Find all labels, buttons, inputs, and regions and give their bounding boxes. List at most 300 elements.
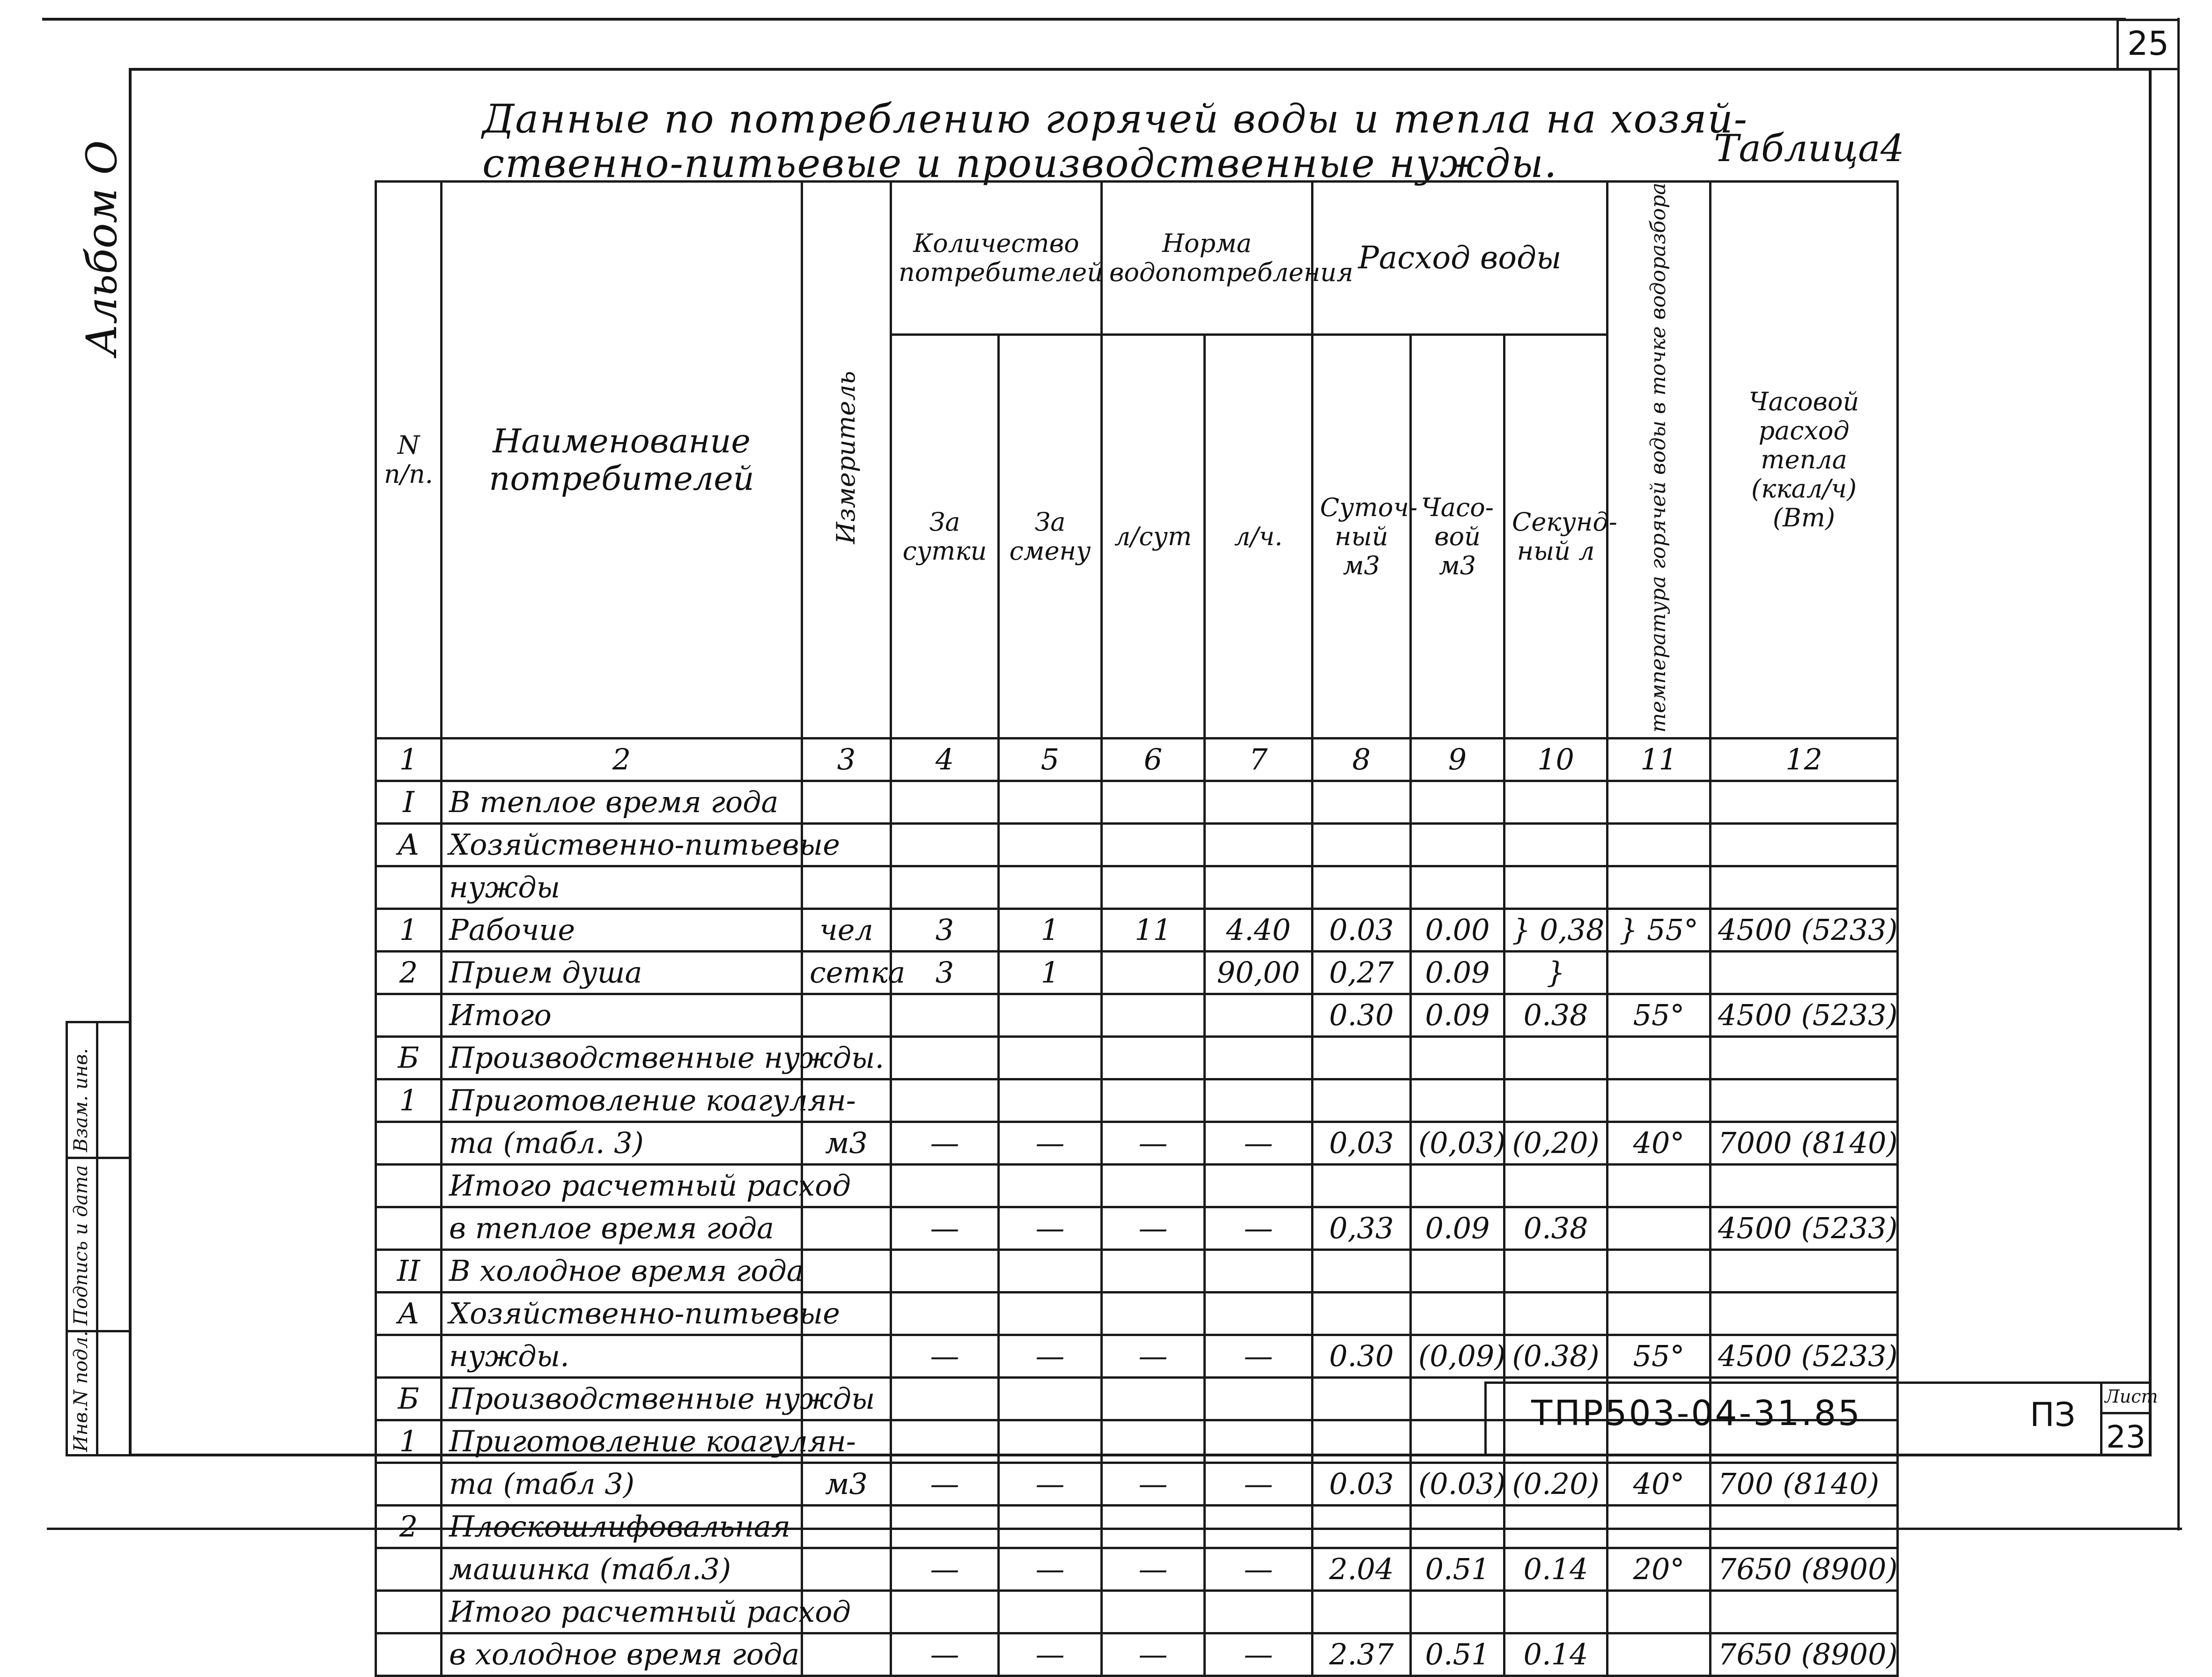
table-cell: [1102, 994, 1205, 1037]
table-cell: [376, 1633, 442, 1676]
table-cell: [891, 1293, 999, 1335]
table-cell: —: [999, 1122, 1102, 1165]
side-stamp-divider: [96, 1021, 98, 1456]
table-cell: 40°: [1607, 1122, 1711, 1165]
table-cell: [802, 1250, 891, 1293]
table-cell: [802, 781, 891, 824]
table-cell: [1711, 1293, 1898, 1335]
table-cell: [891, 1420, 999, 1463]
colnum-cell: 8: [1312, 739, 1411, 781]
table-cell: 0.09: [1411, 952, 1504, 994]
table-cell: 7000 (8140): [1711, 1122, 1898, 1165]
table-cell: [1102, 781, 1205, 824]
title-block-divider: [2100, 1381, 2102, 1456]
table-cell: 1: [999, 909, 1102, 952]
table-cell: [891, 1079, 999, 1122]
column-number-row: [376, 739, 1898, 781]
table-cell: [1102, 1079, 1205, 1122]
colnum-cell: 1: [376, 739, 442, 781]
table-cell: [1411, 1165, 1504, 1207]
table-cell: Б: [376, 1378, 442, 1420]
table-cell: [802, 1207, 891, 1250]
table-cell: 0,27: [1312, 952, 1411, 994]
colnum-cell: 10: [1504, 739, 1607, 781]
table-cell: [999, 1378, 1102, 1420]
table-row: [376, 1335, 1898, 1378]
table-cell: [891, 1250, 999, 1293]
table-cell: 0.00: [1411, 909, 1504, 952]
table-cell: [1102, 1591, 1205, 1633]
table-cell: Итого расчетный расход: [442, 1591, 802, 1633]
table-cell: [1411, 1591, 1504, 1633]
table-cell: 0.14: [1504, 1548, 1607, 1591]
side-stamp-hline: [66, 1157, 131, 1159]
table-cell: [1312, 1591, 1411, 1633]
table-cell: Прием душа: [442, 952, 802, 994]
table-cell: 90,00: [1205, 952, 1312, 994]
table-cell: [1205, 994, 1312, 1037]
table-cell: [1205, 1591, 1312, 1633]
table-cell: [1411, 866, 1504, 909]
table-cell: [1312, 1165, 1411, 1207]
table-cell: 0,33: [1312, 1207, 1411, 1250]
colnum-cell: 9: [1411, 739, 1504, 781]
header-second: Секунд- ный л: [1504, 335, 1607, 739]
table-cell: [1102, 1250, 1205, 1293]
table-cell: [1102, 952, 1205, 994]
header-heat: Часовой расход тепла (ккал/ч) (Вт): [1711, 182, 1898, 739]
colnum-cell: 3: [802, 739, 891, 781]
table-cell: [1504, 1165, 1607, 1207]
table-cell: 40°: [1607, 1463, 1711, 1506]
colnum-cell: 4: [891, 739, 999, 781]
table-cell: } 55°: [1607, 909, 1711, 952]
table-cell: [1711, 866, 1898, 909]
table-cell: 20°: [1607, 1548, 1711, 1591]
table-cell: —: [891, 1548, 999, 1591]
table-cell: [376, 866, 442, 909]
table-cell: нужды: [442, 866, 802, 909]
table-cell: [376, 1463, 442, 1506]
colnum-cell: 6: [1102, 739, 1205, 781]
table-cell: [1607, 952, 1711, 994]
table-cell: сетка: [802, 952, 891, 994]
table-cell: [1411, 1293, 1504, 1335]
header-temp-text: температура горячей воды в точке водоразбора: [1646, 183, 1671, 733]
table-cell: [1411, 824, 1504, 866]
header-hourly: Часо- вой м3: [1411, 335, 1504, 739]
table-body: [376, 781, 1898, 1676]
table-cell: [376, 1207, 442, 1250]
table-cell: [1607, 1165, 1711, 1207]
table-cell: 55°: [1607, 994, 1711, 1037]
table-cell: [1607, 1293, 1711, 1335]
table-cell: —: [999, 1633, 1102, 1676]
table-cell: —: [999, 1463, 1102, 1506]
table-cell: [1411, 1250, 1504, 1293]
table-cell: Итого расчетный расход: [442, 1165, 802, 1207]
table-cell: 0,03: [1312, 1122, 1411, 1165]
table-cell: [1411, 781, 1504, 824]
header-norm-lh: л/ч.: [1205, 335, 1312, 739]
table-cell: }: [1504, 952, 1607, 994]
table-row: [376, 1037, 1898, 1079]
table-cell: Итого: [442, 994, 802, 1037]
table-cell: [1205, 824, 1312, 866]
table-cell: [1607, 866, 1711, 909]
table-cell: [891, 1378, 999, 1420]
header-row-1: [376, 182, 1898, 335]
table-cell: [1711, 1165, 1898, 1207]
table-cell: та (табл 3): [442, 1463, 802, 1506]
table-cell: —: [1205, 1463, 1312, 1506]
table-cell: [1504, 866, 1607, 909]
table-cell: [1711, 1250, 1898, 1293]
table-row: [376, 781, 1898, 824]
table-cell: [999, 1293, 1102, 1335]
table-cell: [891, 1591, 999, 1633]
table-title-line2: ственно-питьевые и производственные нужды.: [482, 140, 1558, 186]
table-cell: в теплое время года: [442, 1207, 802, 1250]
table-cell: [1607, 1250, 1711, 1293]
table-cell: [1504, 1250, 1607, 1293]
table-row: [376, 1633, 1898, 1676]
side-stamp-label-1: Взам. инв.: [70, 1048, 92, 1152]
table-cell: [802, 866, 891, 909]
table-row: [376, 1463, 1898, 1506]
table-cell: —: [1205, 1633, 1312, 1676]
table-label: Таблица4: [1714, 126, 1904, 170]
table-cell: [999, 866, 1102, 909]
table-cell: [376, 1335, 442, 1378]
table-cell: 2: [376, 952, 442, 994]
table-cell: (0.20): [1504, 1463, 1607, 1506]
table-cell: [1205, 1420, 1312, 1463]
table-cell: [999, 1420, 1102, 1463]
table-cell: [1607, 1591, 1711, 1633]
table-cell: [802, 994, 891, 1037]
table-cell: (0,20): [1504, 1122, 1607, 1165]
table-cell: [1205, 1165, 1312, 1207]
table-cell: —: [999, 1335, 1102, 1378]
table-cell: [1607, 781, 1711, 824]
table-cell: [1205, 1378, 1312, 1420]
table-cell: [891, 994, 999, 1037]
colnum-cell: 12: [1711, 739, 1898, 781]
header-per-shift: За смену: [999, 335, 1102, 739]
table-cell: 2.04: [1312, 1548, 1411, 1591]
table-cell: [376, 1165, 442, 1207]
table-cell: —: [1102, 1633, 1205, 1676]
table-row: [376, 1548, 1898, 1591]
side-stamp-label-3: Инв.N подл.: [70, 1330, 92, 1452]
table-cell: [1607, 1506, 1711, 1548]
table-cell: —: [891, 1207, 999, 1250]
table-cell: машинка (табл.3): [442, 1548, 802, 1591]
header-norm-lday: л/сут: [1102, 335, 1205, 739]
table-cell: II: [376, 1250, 442, 1293]
table-cell: чел: [802, 909, 891, 952]
header-temp: [1607, 182, 1711, 739]
colnum-cell: 11: [1607, 739, 1711, 781]
table-cell: 4.40: [1205, 909, 1312, 952]
table-cell: [891, 1165, 999, 1207]
table-cell: [1711, 952, 1898, 994]
table-cell: [1504, 1079, 1607, 1122]
table-cell: —: [1205, 1548, 1312, 1591]
top-border-line: [42, 18, 2126, 21]
table-cell: 0.03: [1312, 1463, 1411, 1506]
table-cell: (0.03): [1411, 1463, 1504, 1506]
table-row: [376, 824, 1898, 866]
table-row: [376, 909, 1898, 952]
table-cell: [1205, 1293, 1312, 1335]
table-cell: [1411, 1079, 1504, 1122]
table-cell: [1312, 1420, 1411, 1463]
table-cell: 2: [376, 1506, 442, 1548]
header-daily: Суточ- ный м3: [1312, 335, 1411, 739]
table-cell: [802, 1633, 891, 1676]
table-row: [376, 1165, 1898, 1207]
table-cell: [1607, 1079, 1711, 1122]
table-cell: 55°: [1607, 1335, 1711, 1378]
table-cell: м3: [802, 1122, 891, 1165]
table-cell: —: [1205, 1335, 1312, 1378]
table-cell: [1312, 1378, 1411, 1420]
table-cell: 4500 (5233): [1711, 1335, 1898, 1378]
table-cell: [1312, 781, 1411, 824]
sheet-number: 23: [2106, 1419, 2146, 1455]
title-block-hline: [2100, 1412, 2152, 1414]
header-consumers-group: Количество потребителей: [891, 182, 1102, 335]
table-cell: [1504, 824, 1607, 866]
header-norm-group: Норма водопотребления: [1102, 182, 1312, 335]
table-cell: [999, 781, 1102, 824]
header-name: Наименование потребителей: [442, 182, 802, 739]
album-label: Альбом О: [77, 140, 126, 356]
table-cell: [1102, 1378, 1205, 1420]
table-cell: [891, 1506, 999, 1548]
table-cell: —: [999, 1207, 1102, 1250]
sheet-label: Лист: [2105, 1386, 2158, 1407]
table-cell: (0.38): [1504, 1335, 1607, 1378]
table-cell: 1: [376, 1420, 442, 1463]
table-cell: нужды.: [442, 1335, 802, 1378]
table-cell: (0,03): [1411, 1122, 1504, 1165]
table-cell: [1102, 866, 1205, 909]
table-cell: 0.51: [1411, 1548, 1504, 1591]
colnum-cell: 7: [1205, 739, 1312, 781]
table-cell: —: [1102, 1548, 1205, 1591]
table-cell: 7650 (8900): [1711, 1548, 1898, 1591]
table-cell: Производственные нужды.: [442, 1037, 802, 1079]
table-cell: [999, 824, 1102, 866]
table-cell: (0,09): [1411, 1335, 1504, 1378]
table-cell: 11: [1102, 909, 1205, 952]
header-unit: [802, 182, 891, 739]
table-row: [376, 1079, 1898, 1122]
table-cell: 4500 (5233): [1711, 909, 1898, 952]
table-cell: [1711, 1037, 1898, 1079]
table-cell: [1102, 1420, 1205, 1463]
table-cell: [1607, 1207, 1711, 1250]
table-cell: [999, 1506, 1102, 1548]
table-row: [376, 1293, 1898, 1335]
table-cell: —: [1102, 1207, 1205, 1250]
table-cell: [999, 994, 1102, 1037]
table-cell: Хозяйственно-питьевые: [442, 1293, 802, 1335]
table-cell: [1312, 1250, 1411, 1293]
table-cell: Б: [376, 1037, 442, 1079]
table-cell: А: [376, 1293, 442, 1335]
table-cell: 3: [891, 909, 999, 952]
table-cell: [1711, 824, 1898, 866]
table-cell: [1504, 1591, 1607, 1633]
table-cell: 1: [376, 909, 442, 952]
table-cell: [891, 1037, 999, 1079]
table-cell: —: [1205, 1122, 1312, 1165]
table-cell: [999, 1037, 1102, 1079]
table-cell: [1312, 866, 1411, 909]
table-cell: [1711, 781, 1898, 824]
table-cell: в холодное время года: [442, 1633, 802, 1676]
table-row: [376, 1122, 1898, 1165]
table-cell: 0.03: [1312, 909, 1411, 952]
table-cell: [1607, 1633, 1711, 1676]
table-cell: [1205, 1250, 1312, 1293]
table-cell: [1607, 1037, 1711, 1079]
table-cell: 7650 (8900): [1711, 1633, 1898, 1676]
table-cell: Плоскошлифовальная: [442, 1506, 802, 1548]
colnum-cell: 2: [442, 739, 802, 781]
table-cell: [1205, 1037, 1312, 1079]
table-row: [376, 1591, 1898, 1633]
table-cell: [376, 994, 442, 1037]
table-cell: —: [1102, 1122, 1205, 1165]
table-row: [376, 866, 1898, 909]
table-cell: —: [891, 1122, 999, 1165]
table-cell: Приготовление коагулян-: [442, 1079, 802, 1122]
table-cell: I: [376, 781, 442, 824]
table-cell: м3: [802, 1463, 891, 1506]
table-cell: [891, 824, 999, 866]
table-title-line1: Данные по потреблению горячей воды и тепла на хозяй-: [482, 96, 1748, 142]
table-cell: —: [891, 1633, 999, 1676]
table-cell: —: [1205, 1207, 1312, 1250]
table-cell: [1102, 1506, 1205, 1548]
table-row: [376, 994, 1898, 1037]
table-cell: [999, 1079, 1102, 1122]
table-cell: Производственные нужды: [442, 1378, 802, 1420]
table-cell: [1102, 1293, 1205, 1335]
table-cell: Хозяйственно-питьевые: [442, 824, 802, 866]
table-cell: [1205, 781, 1312, 824]
table-cell: 700 (8140): [1711, 1463, 1898, 1506]
table-cell: [1312, 1506, 1411, 1548]
right-outer-line: [2177, 18, 2180, 1530]
table-cell: } 0,38: [1504, 909, 1607, 952]
table-cell: [1312, 824, 1411, 866]
table-cell: 2.37: [1312, 1633, 1411, 1676]
header-per-day: За сутки: [891, 335, 999, 739]
table-row: [376, 1506, 1898, 1548]
table-cell: та (табл. 3): [442, 1122, 802, 1165]
table-cell: 0.14: [1504, 1633, 1607, 1676]
table-cell: [802, 1506, 891, 1548]
table-cell: А: [376, 824, 442, 866]
table-cell: —: [1102, 1463, 1205, 1506]
table-cell: [1102, 1165, 1205, 1207]
table-cell: —: [999, 1548, 1102, 1591]
table-cell: [999, 1591, 1102, 1633]
table-cell: [1711, 1506, 1898, 1548]
table-cell: 1: [376, 1079, 442, 1122]
table-cell: 4500 (5233): [1711, 1207, 1898, 1250]
table-cell: 0.38: [1504, 1207, 1607, 1250]
table-cell: [1607, 824, 1711, 866]
table-cell: [376, 1122, 442, 1165]
header-water-group: Расход воды: [1312, 182, 1607, 335]
table-cell: [1411, 1037, 1504, 1079]
side-stamp-label-2: Подпись и дата: [70, 1165, 92, 1325]
table-cell: [1205, 1079, 1312, 1122]
table-cell: [1205, 866, 1312, 909]
header-unit-text: Измеритель: [831, 371, 861, 544]
table-cell: 0.30: [1312, 994, 1411, 1037]
table-cell: [1102, 1037, 1205, 1079]
table-cell: [999, 1250, 1102, 1293]
table-cell: 1: [999, 952, 1102, 994]
table-cell: [891, 866, 999, 909]
table-cell: [802, 1548, 891, 1591]
table-cell: [1504, 1506, 1607, 1548]
table-cell: [1312, 1037, 1411, 1079]
table-row: [376, 1250, 1898, 1293]
table-cell: [376, 1548, 442, 1591]
table-cell: [1102, 824, 1205, 866]
table-cell: [1205, 1506, 1312, 1548]
table-cell: 0.30: [1312, 1335, 1411, 1378]
page-number-top: 25: [2127, 24, 2169, 63]
table-cell: [1504, 1293, 1607, 1335]
table-row: [376, 1207, 1898, 1250]
table-cell: В холодное время года: [442, 1250, 802, 1293]
table-cell: 0.38: [1504, 994, 1607, 1037]
table-cell: [1711, 1591, 1898, 1633]
table-cell: 4500 (5233): [1711, 994, 1898, 1037]
table-cell: 0.09: [1411, 994, 1504, 1037]
table-cell: [1312, 1293, 1411, 1335]
header-n: N п/п.: [376, 182, 442, 739]
table-cell: Рабочие: [442, 909, 802, 952]
table-cell: 3: [891, 952, 999, 994]
table-cell: 0.51: [1411, 1633, 1504, 1676]
table-cell: 0.09: [1411, 1207, 1504, 1250]
table-cell: —: [891, 1463, 999, 1506]
table-row: [376, 952, 1898, 994]
table-cell: [1504, 781, 1607, 824]
doc-code: ТПР503-04-31.85: [1531, 1393, 1862, 1433]
doc-section: ПЗ: [2030, 1396, 2076, 1434]
table-cell: [1711, 1079, 1898, 1122]
table-cell: [802, 1335, 891, 1378]
colnum-cell: 5: [999, 739, 1102, 781]
table-cell: —: [1102, 1335, 1205, 1378]
table-cell: [1312, 1079, 1411, 1122]
table-cell: В теплое время года: [442, 781, 802, 824]
table-cell: [1411, 1506, 1504, 1548]
table-cell: Приготовление коагулян-: [442, 1420, 802, 1463]
